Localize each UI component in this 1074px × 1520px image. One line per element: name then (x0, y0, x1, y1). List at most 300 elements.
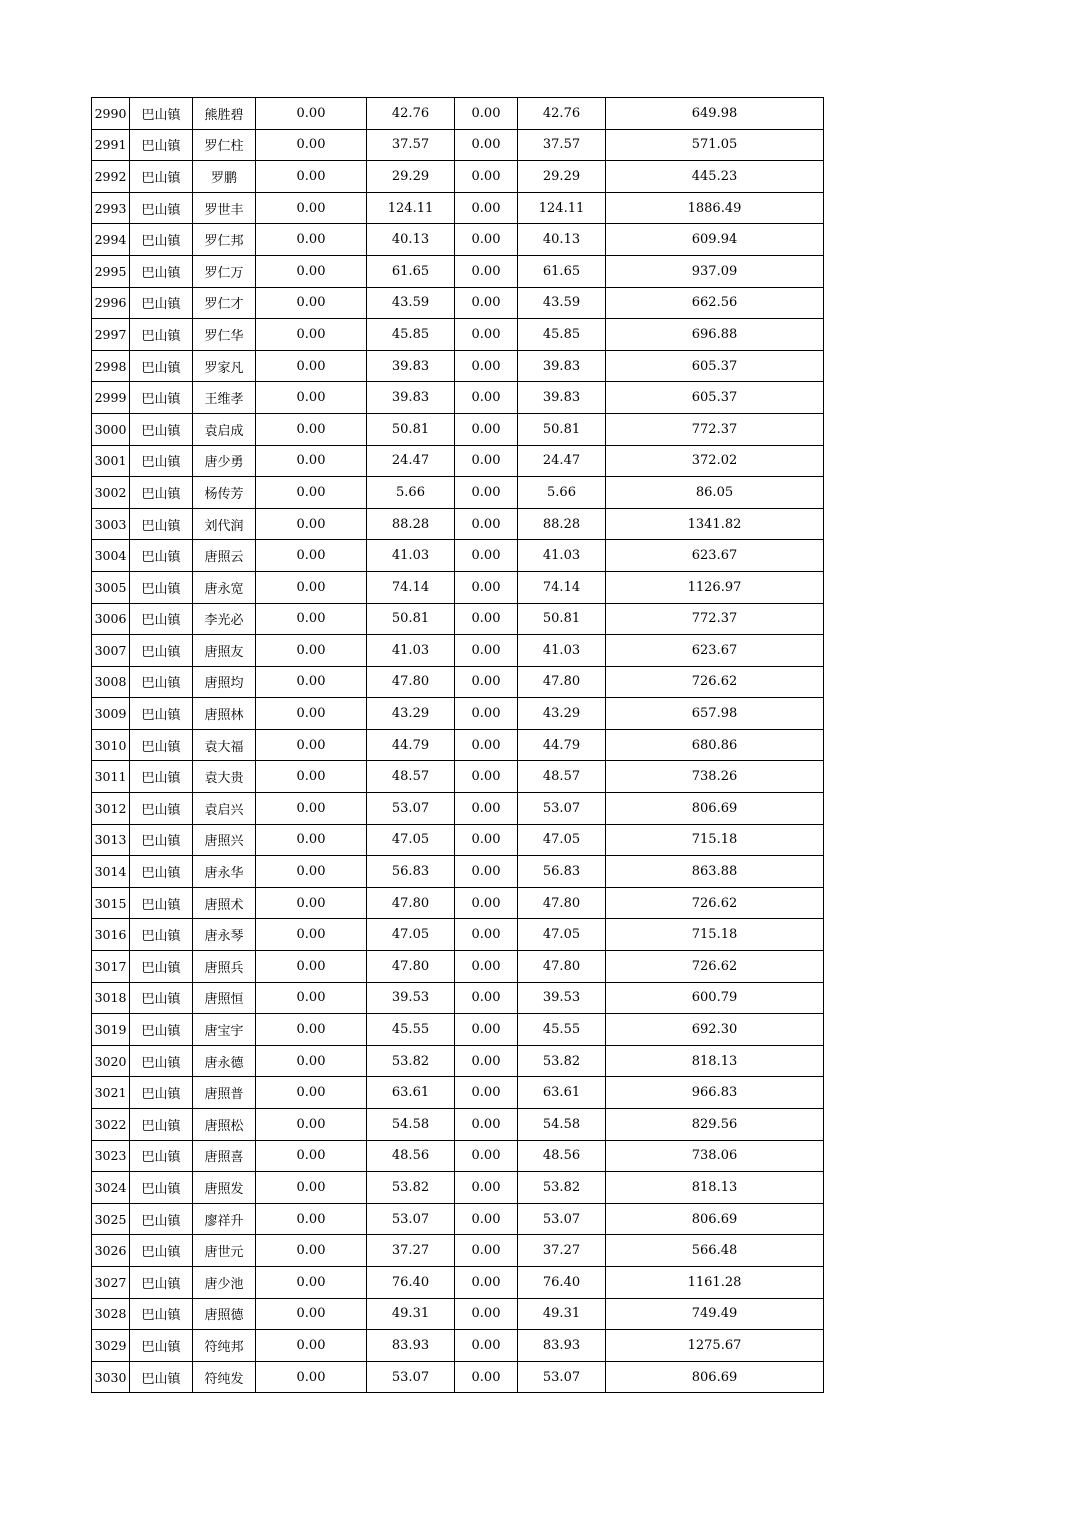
row-number-cell: 3003 (92, 508, 130, 540)
value-d-cell: 43.29 (518, 698, 606, 730)
name-cell: 袁大贵 (193, 761, 256, 793)
value-c-cell: 0.00 (455, 887, 518, 919)
value-b-cell: 42.76 (367, 98, 455, 130)
table-row (92, 1235, 824, 1267)
value-d-cell: 39.53 (518, 982, 606, 1014)
name-cell: 唐照兴 (193, 824, 256, 856)
value-a-cell: 0.00 (256, 1014, 367, 1046)
value-a-cell: 0.00 (256, 919, 367, 951)
row-number-cell: 3023 (92, 1140, 130, 1172)
amount-cell: 738.06 (606, 1140, 824, 1172)
row-number-cell: 3016 (92, 919, 130, 951)
value-a-cell: 0.00 (256, 856, 367, 888)
value-b-cell: 40.13 (367, 224, 455, 256)
table-row (92, 98, 824, 130)
value-d-cell: 88.28 (518, 508, 606, 540)
amount-cell: 806.69 (606, 1203, 824, 1235)
name-cell: 罗鹏 (193, 161, 256, 193)
value-b-cell: 50.81 (367, 603, 455, 635)
amount-cell: 692.30 (606, 1014, 824, 1046)
row-number-cell: 3004 (92, 540, 130, 572)
value-d-cell: 24.47 (518, 445, 606, 477)
value-b-cell: 61.65 (367, 255, 455, 287)
town-cell: 巴山镇 (130, 1077, 193, 1109)
value-d-cell: 61.65 (518, 255, 606, 287)
row-number-cell: 2992 (92, 161, 130, 193)
amount-cell: 1126.97 (606, 571, 824, 603)
table-row (92, 540, 824, 572)
value-c-cell: 0.00 (455, 445, 518, 477)
value-c-cell: 0.00 (455, 1330, 518, 1362)
value-c-cell: 0.00 (455, 1014, 518, 1046)
value-d-cell: 29.29 (518, 161, 606, 193)
value-d-cell: 56.83 (518, 856, 606, 888)
table-row (92, 824, 824, 856)
table-row (92, 761, 824, 793)
table-row (92, 887, 824, 919)
value-d-cell: 47.80 (518, 887, 606, 919)
town-cell: 巴山镇 (130, 1330, 193, 1362)
name-cell: 唐永琴 (193, 919, 256, 951)
value-d-cell: 48.57 (518, 761, 606, 793)
value-a-cell: 0.00 (256, 761, 367, 793)
amount-cell: 772.37 (606, 603, 824, 635)
value-d-cell: 53.82 (518, 1172, 606, 1204)
amount-cell: 623.67 (606, 635, 824, 667)
value-a-cell: 0.00 (256, 571, 367, 603)
value-c-cell: 0.00 (455, 129, 518, 161)
row-number-cell: 2994 (92, 224, 130, 256)
value-b-cell: 53.07 (367, 793, 455, 825)
value-d-cell: 48.56 (518, 1140, 606, 1172)
name-cell: 李光必 (193, 603, 256, 635)
row-number-cell: 3021 (92, 1077, 130, 1109)
name-cell: 唐少勇 (193, 445, 256, 477)
value-d-cell: 49.31 (518, 1298, 606, 1330)
data-table (91, 97, 824, 1393)
town-cell: 巴山镇 (130, 666, 193, 698)
value-c-cell: 0.00 (455, 1203, 518, 1235)
value-b-cell: 45.55 (367, 1014, 455, 1046)
amount-cell: 86.05 (606, 477, 824, 509)
name-cell: 唐照友 (193, 635, 256, 667)
value-b-cell: 47.80 (367, 887, 455, 919)
town-cell: 巴山镇 (130, 698, 193, 730)
value-d-cell: 41.03 (518, 635, 606, 667)
value-b-cell: 49.31 (367, 1298, 455, 1330)
table-row (92, 1045, 824, 1077)
town-cell: 巴山镇 (130, 1109, 193, 1141)
value-a-cell: 0.00 (256, 824, 367, 856)
name-cell: 袁大福 (193, 729, 256, 761)
row-number-cell: 3022 (92, 1109, 130, 1141)
name-cell: 唐宝宇 (193, 1014, 256, 1046)
row-number-cell: 3012 (92, 793, 130, 825)
value-b-cell: 53.82 (367, 1172, 455, 1204)
value-b-cell: 56.83 (367, 856, 455, 888)
value-d-cell: 50.81 (518, 413, 606, 445)
name-cell: 符纯邦 (193, 1330, 256, 1362)
table-row (92, 129, 824, 161)
value-a-cell: 0.00 (256, 413, 367, 445)
value-d-cell: 37.57 (518, 129, 606, 161)
amount-cell: 623.67 (606, 540, 824, 572)
table-row (92, 255, 824, 287)
value-d-cell: 41.03 (518, 540, 606, 572)
table-row (92, 1330, 824, 1362)
value-c-cell: 0.00 (455, 1266, 518, 1298)
row-number-cell: 3015 (92, 887, 130, 919)
value-a-cell: 0.00 (256, 1109, 367, 1141)
town-cell: 巴山镇 (130, 856, 193, 888)
name-cell: 罗仁才 (193, 287, 256, 319)
name-cell: 罗仁华 (193, 319, 256, 351)
town-cell: 巴山镇 (130, 951, 193, 983)
amount-cell: 818.13 (606, 1045, 824, 1077)
value-d-cell: 40.13 (518, 224, 606, 256)
value-a-cell: 0.00 (256, 540, 367, 572)
table-row (92, 287, 824, 319)
value-c-cell: 0.00 (455, 224, 518, 256)
value-c-cell: 0.00 (455, 635, 518, 667)
town-cell: 巴山镇 (130, 350, 193, 382)
value-a-cell: 0.00 (256, 666, 367, 698)
town-cell: 巴山镇 (130, 1014, 193, 1046)
amount-cell: 1161.28 (606, 1266, 824, 1298)
value-d-cell: 53.07 (518, 1361, 606, 1393)
value-c-cell: 0.00 (455, 1361, 518, 1393)
town-cell: 巴山镇 (130, 982, 193, 1014)
row-number-cell: 3027 (92, 1266, 130, 1298)
value-d-cell: 47.80 (518, 666, 606, 698)
value-b-cell: 53.82 (367, 1045, 455, 1077)
row-number-cell: 3001 (92, 445, 130, 477)
town-cell: 巴山镇 (130, 129, 193, 161)
row-number-cell: 3017 (92, 951, 130, 983)
row-number-cell: 2993 (92, 192, 130, 224)
amount-cell: 605.37 (606, 382, 824, 414)
amount-cell: 680.86 (606, 729, 824, 761)
table-row (92, 793, 824, 825)
value-a-cell: 0.00 (256, 698, 367, 730)
value-b-cell: 76.40 (367, 1266, 455, 1298)
value-c-cell: 0.00 (455, 477, 518, 509)
name-cell: 唐照林 (193, 698, 256, 730)
town-cell: 巴山镇 (130, 192, 193, 224)
value-c-cell: 0.00 (455, 856, 518, 888)
value-a-cell: 0.00 (256, 1203, 367, 1235)
value-d-cell: 5.66 (518, 477, 606, 509)
value-d-cell: 47.05 (518, 919, 606, 951)
value-a-cell: 0.00 (256, 1172, 367, 1204)
town-cell: 巴山镇 (130, 761, 193, 793)
amount-cell: 726.62 (606, 951, 824, 983)
value-d-cell: 39.83 (518, 350, 606, 382)
value-d-cell: 83.93 (518, 1330, 606, 1362)
value-d-cell: 63.61 (518, 1077, 606, 1109)
value-b-cell: 124.11 (367, 192, 455, 224)
value-c-cell: 0.00 (455, 1298, 518, 1330)
town-cell: 巴山镇 (130, 319, 193, 351)
town-cell: 巴山镇 (130, 1172, 193, 1204)
row-number-cell: 3008 (92, 666, 130, 698)
row-number-cell: 3006 (92, 603, 130, 635)
amount-cell: 966.83 (606, 1077, 824, 1109)
name-cell: 唐世元 (193, 1235, 256, 1267)
value-a-cell: 0.00 (256, 224, 367, 256)
table-row (92, 856, 824, 888)
value-a-cell: 0.00 (256, 1266, 367, 1298)
value-b-cell: 37.27 (367, 1235, 455, 1267)
table-row (92, 382, 824, 414)
row-number-cell: 3018 (92, 982, 130, 1014)
value-b-cell: 43.29 (367, 698, 455, 730)
value-b-cell: 5.66 (367, 477, 455, 509)
value-a-cell: 0.00 (256, 477, 367, 509)
town-cell: 巴山镇 (130, 508, 193, 540)
name-cell: 唐照兵 (193, 951, 256, 983)
table-row (92, 919, 824, 951)
value-c-cell: 0.00 (455, 761, 518, 793)
value-c-cell: 0.00 (455, 192, 518, 224)
table-row (92, 635, 824, 667)
value-d-cell: 124.11 (518, 192, 606, 224)
value-c-cell: 0.00 (455, 603, 518, 635)
value-a-cell: 0.00 (256, 161, 367, 193)
value-d-cell: 39.83 (518, 382, 606, 414)
town-cell: 巴山镇 (130, 729, 193, 761)
value-b-cell: 83.93 (367, 1330, 455, 1362)
town-cell: 巴山镇 (130, 635, 193, 667)
name-cell: 唐照普 (193, 1077, 256, 1109)
amount-cell: 696.88 (606, 319, 824, 351)
value-d-cell: 47.80 (518, 951, 606, 983)
value-a-cell: 0.00 (256, 603, 367, 635)
row-number-cell: 3011 (92, 761, 130, 793)
name-cell: 罗仁邦 (193, 224, 256, 256)
amount-cell: 806.69 (606, 1361, 824, 1393)
value-c-cell: 0.00 (455, 729, 518, 761)
value-b-cell: 45.85 (367, 319, 455, 351)
value-d-cell: 76.40 (518, 1266, 606, 1298)
value-c-cell: 0.00 (455, 951, 518, 983)
value-c-cell: 0.00 (455, 1235, 518, 1267)
value-c-cell: 0.00 (455, 382, 518, 414)
value-a-cell: 0.00 (256, 350, 367, 382)
value-a-cell: 0.00 (256, 951, 367, 983)
table-row (92, 603, 824, 635)
amount-cell: 863.88 (606, 856, 824, 888)
row-number-cell: 3025 (92, 1203, 130, 1235)
table-row (92, 1172, 824, 1204)
value-b-cell: 39.83 (367, 382, 455, 414)
amount-cell: 772.37 (606, 413, 824, 445)
value-c-cell: 0.00 (455, 1109, 518, 1141)
amount-cell: 605.37 (606, 350, 824, 382)
table-row (92, 224, 824, 256)
value-b-cell: 47.05 (367, 824, 455, 856)
table-row (92, 1298, 824, 1330)
value-c-cell: 0.00 (455, 1045, 518, 1077)
table-row (92, 951, 824, 983)
value-b-cell: 47.80 (367, 951, 455, 983)
value-c-cell: 0.00 (455, 1140, 518, 1172)
table-row (92, 508, 824, 540)
row-number-cell: 2996 (92, 287, 130, 319)
row-number-cell: 2998 (92, 350, 130, 382)
value-c-cell: 0.00 (455, 255, 518, 287)
value-c-cell: 0.00 (455, 287, 518, 319)
value-c-cell: 0.00 (455, 413, 518, 445)
value-d-cell: 54.58 (518, 1109, 606, 1141)
town-cell: 巴山镇 (130, 919, 193, 951)
value-b-cell: 47.80 (367, 666, 455, 698)
value-c-cell: 0.00 (455, 793, 518, 825)
town-cell: 巴山镇 (130, 887, 193, 919)
value-c-cell: 0.00 (455, 540, 518, 572)
amount-cell: 715.18 (606, 919, 824, 951)
value-a-cell: 0.00 (256, 319, 367, 351)
name-cell: 廖祥升 (193, 1203, 256, 1235)
value-d-cell: 53.07 (518, 1203, 606, 1235)
row-number-cell: 3005 (92, 571, 130, 603)
row-number-cell: 3010 (92, 729, 130, 761)
value-a-cell: 0.00 (256, 1077, 367, 1109)
value-d-cell: 53.82 (518, 1045, 606, 1077)
amount-cell: 566.48 (606, 1235, 824, 1267)
value-c-cell: 0.00 (455, 982, 518, 1014)
town-cell: 巴山镇 (130, 1361, 193, 1393)
value-c-cell: 0.00 (455, 319, 518, 351)
value-d-cell: 43.59 (518, 287, 606, 319)
table-row (92, 729, 824, 761)
town-cell: 巴山镇 (130, 224, 193, 256)
value-a-cell: 0.00 (256, 1045, 367, 1077)
amount-cell: 1341.82 (606, 508, 824, 540)
value-a-cell: 0.00 (256, 982, 367, 1014)
name-cell: 唐照均 (193, 666, 256, 698)
value-b-cell: 48.57 (367, 761, 455, 793)
name-cell: 熊胜碧 (193, 98, 256, 130)
value-c-cell: 0.00 (455, 919, 518, 951)
value-b-cell: 29.29 (367, 161, 455, 193)
name-cell: 唐永宽 (193, 571, 256, 603)
name-cell: 唐少池 (193, 1266, 256, 1298)
town-cell: 巴山镇 (130, 477, 193, 509)
value-a-cell: 0.00 (256, 98, 367, 130)
table-row (92, 1077, 824, 1109)
amount-cell: 738.26 (606, 761, 824, 793)
value-a-cell: 0.00 (256, 1361, 367, 1393)
value-c-cell: 0.00 (455, 508, 518, 540)
name-cell: 唐永华 (193, 856, 256, 888)
table-row (92, 413, 824, 445)
amount-cell: 1275.67 (606, 1330, 824, 1362)
amount-cell: 726.62 (606, 666, 824, 698)
town-cell: 巴山镇 (130, 824, 193, 856)
value-c-cell: 0.00 (455, 666, 518, 698)
value-d-cell: 50.81 (518, 603, 606, 635)
town-cell: 巴山镇 (130, 571, 193, 603)
row-number-cell: 3002 (92, 477, 130, 509)
table-row (92, 571, 824, 603)
value-a-cell: 0.00 (256, 1298, 367, 1330)
name-cell: 罗世丰 (193, 192, 256, 224)
value-d-cell: 45.55 (518, 1014, 606, 1046)
value-a-cell: 0.00 (256, 287, 367, 319)
name-cell: 唐照云 (193, 540, 256, 572)
value-a-cell: 0.00 (256, 1140, 367, 1172)
value-a-cell: 0.00 (256, 382, 367, 414)
value-b-cell: 54.58 (367, 1109, 455, 1141)
value-a-cell: 0.00 (256, 129, 367, 161)
town-cell: 巴山镇 (130, 161, 193, 193)
value-c-cell: 0.00 (455, 698, 518, 730)
town-cell: 巴山镇 (130, 382, 193, 414)
amount-cell: 1886.49 (606, 192, 824, 224)
name-cell: 杨传芳 (193, 477, 256, 509)
amount-cell: 726.62 (606, 887, 824, 919)
name-cell: 罗家凡 (193, 350, 256, 382)
town-cell: 巴山镇 (130, 255, 193, 287)
town-cell: 巴山镇 (130, 603, 193, 635)
value-a-cell: 0.00 (256, 635, 367, 667)
value-b-cell: 39.83 (367, 350, 455, 382)
town-cell: 巴山镇 (130, 793, 193, 825)
value-c-cell: 0.00 (455, 1077, 518, 1109)
table-body (92, 98, 824, 1393)
table-row (92, 666, 824, 698)
row-number-cell: 2997 (92, 319, 130, 351)
value-b-cell: 43.59 (367, 287, 455, 319)
table-row (92, 161, 824, 193)
row-number-cell: 2991 (92, 129, 130, 161)
town-cell: 巴山镇 (130, 1203, 193, 1235)
amount-cell: 445.23 (606, 161, 824, 193)
amount-cell: 609.94 (606, 224, 824, 256)
town-cell: 巴山镇 (130, 1045, 193, 1077)
town-cell: 巴山镇 (130, 413, 193, 445)
value-b-cell: 53.07 (367, 1203, 455, 1235)
row-number-cell: 2990 (92, 98, 130, 130)
value-c-cell: 0.00 (455, 571, 518, 603)
amount-cell: 372.02 (606, 445, 824, 477)
name-cell: 袁启成 (193, 413, 256, 445)
value-a-cell: 0.00 (256, 729, 367, 761)
value-d-cell: 42.76 (518, 98, 606, 130)
town-cell: 巴山镇 (130, 540, 193, 572)
name-cell: 唐照术 (193, 887, 256, 919)
amount-cell: 662.56 (606, 287, 824, 319)
value-b-cell: 48.56 (367, 1140, 455, 1172)
amount-cell: 715.18 (606, 824, 824, 856)
value-a-cell: 0.00 (256, 445, 367, 477)
table-row (92, 698, 824, 730)
town-cell: 巴山镇 (130, 1298, 193, 1330)
row-number-cell: 3029 (92, 1330, 130, 1362)
table-row (92, 319, 824, 351)
name-cell: 王维孝 (193, 382, 256, 414)
row-number-cell: 3024 (92, 1172, 130, 1204)
amount-cell: 829.56 (606, 1109, 824, 1141)
name-cell: 袁启兴 (193, 793, 256, 825)
value-d-cell: 44.79 (518, 729, 606, 761)
value-b-cell: 24.47 (367, 445, 455, 477)
row-number-cell: 3030 (92, 1361, 130, 1393)
value-b-cell: 74.14 (367, 571, 455, 603)
name-cell: 唐永德 (193, 1045, 256, 1077)
name-cell: 唐照恒 (193, 982, 256, 1014)
